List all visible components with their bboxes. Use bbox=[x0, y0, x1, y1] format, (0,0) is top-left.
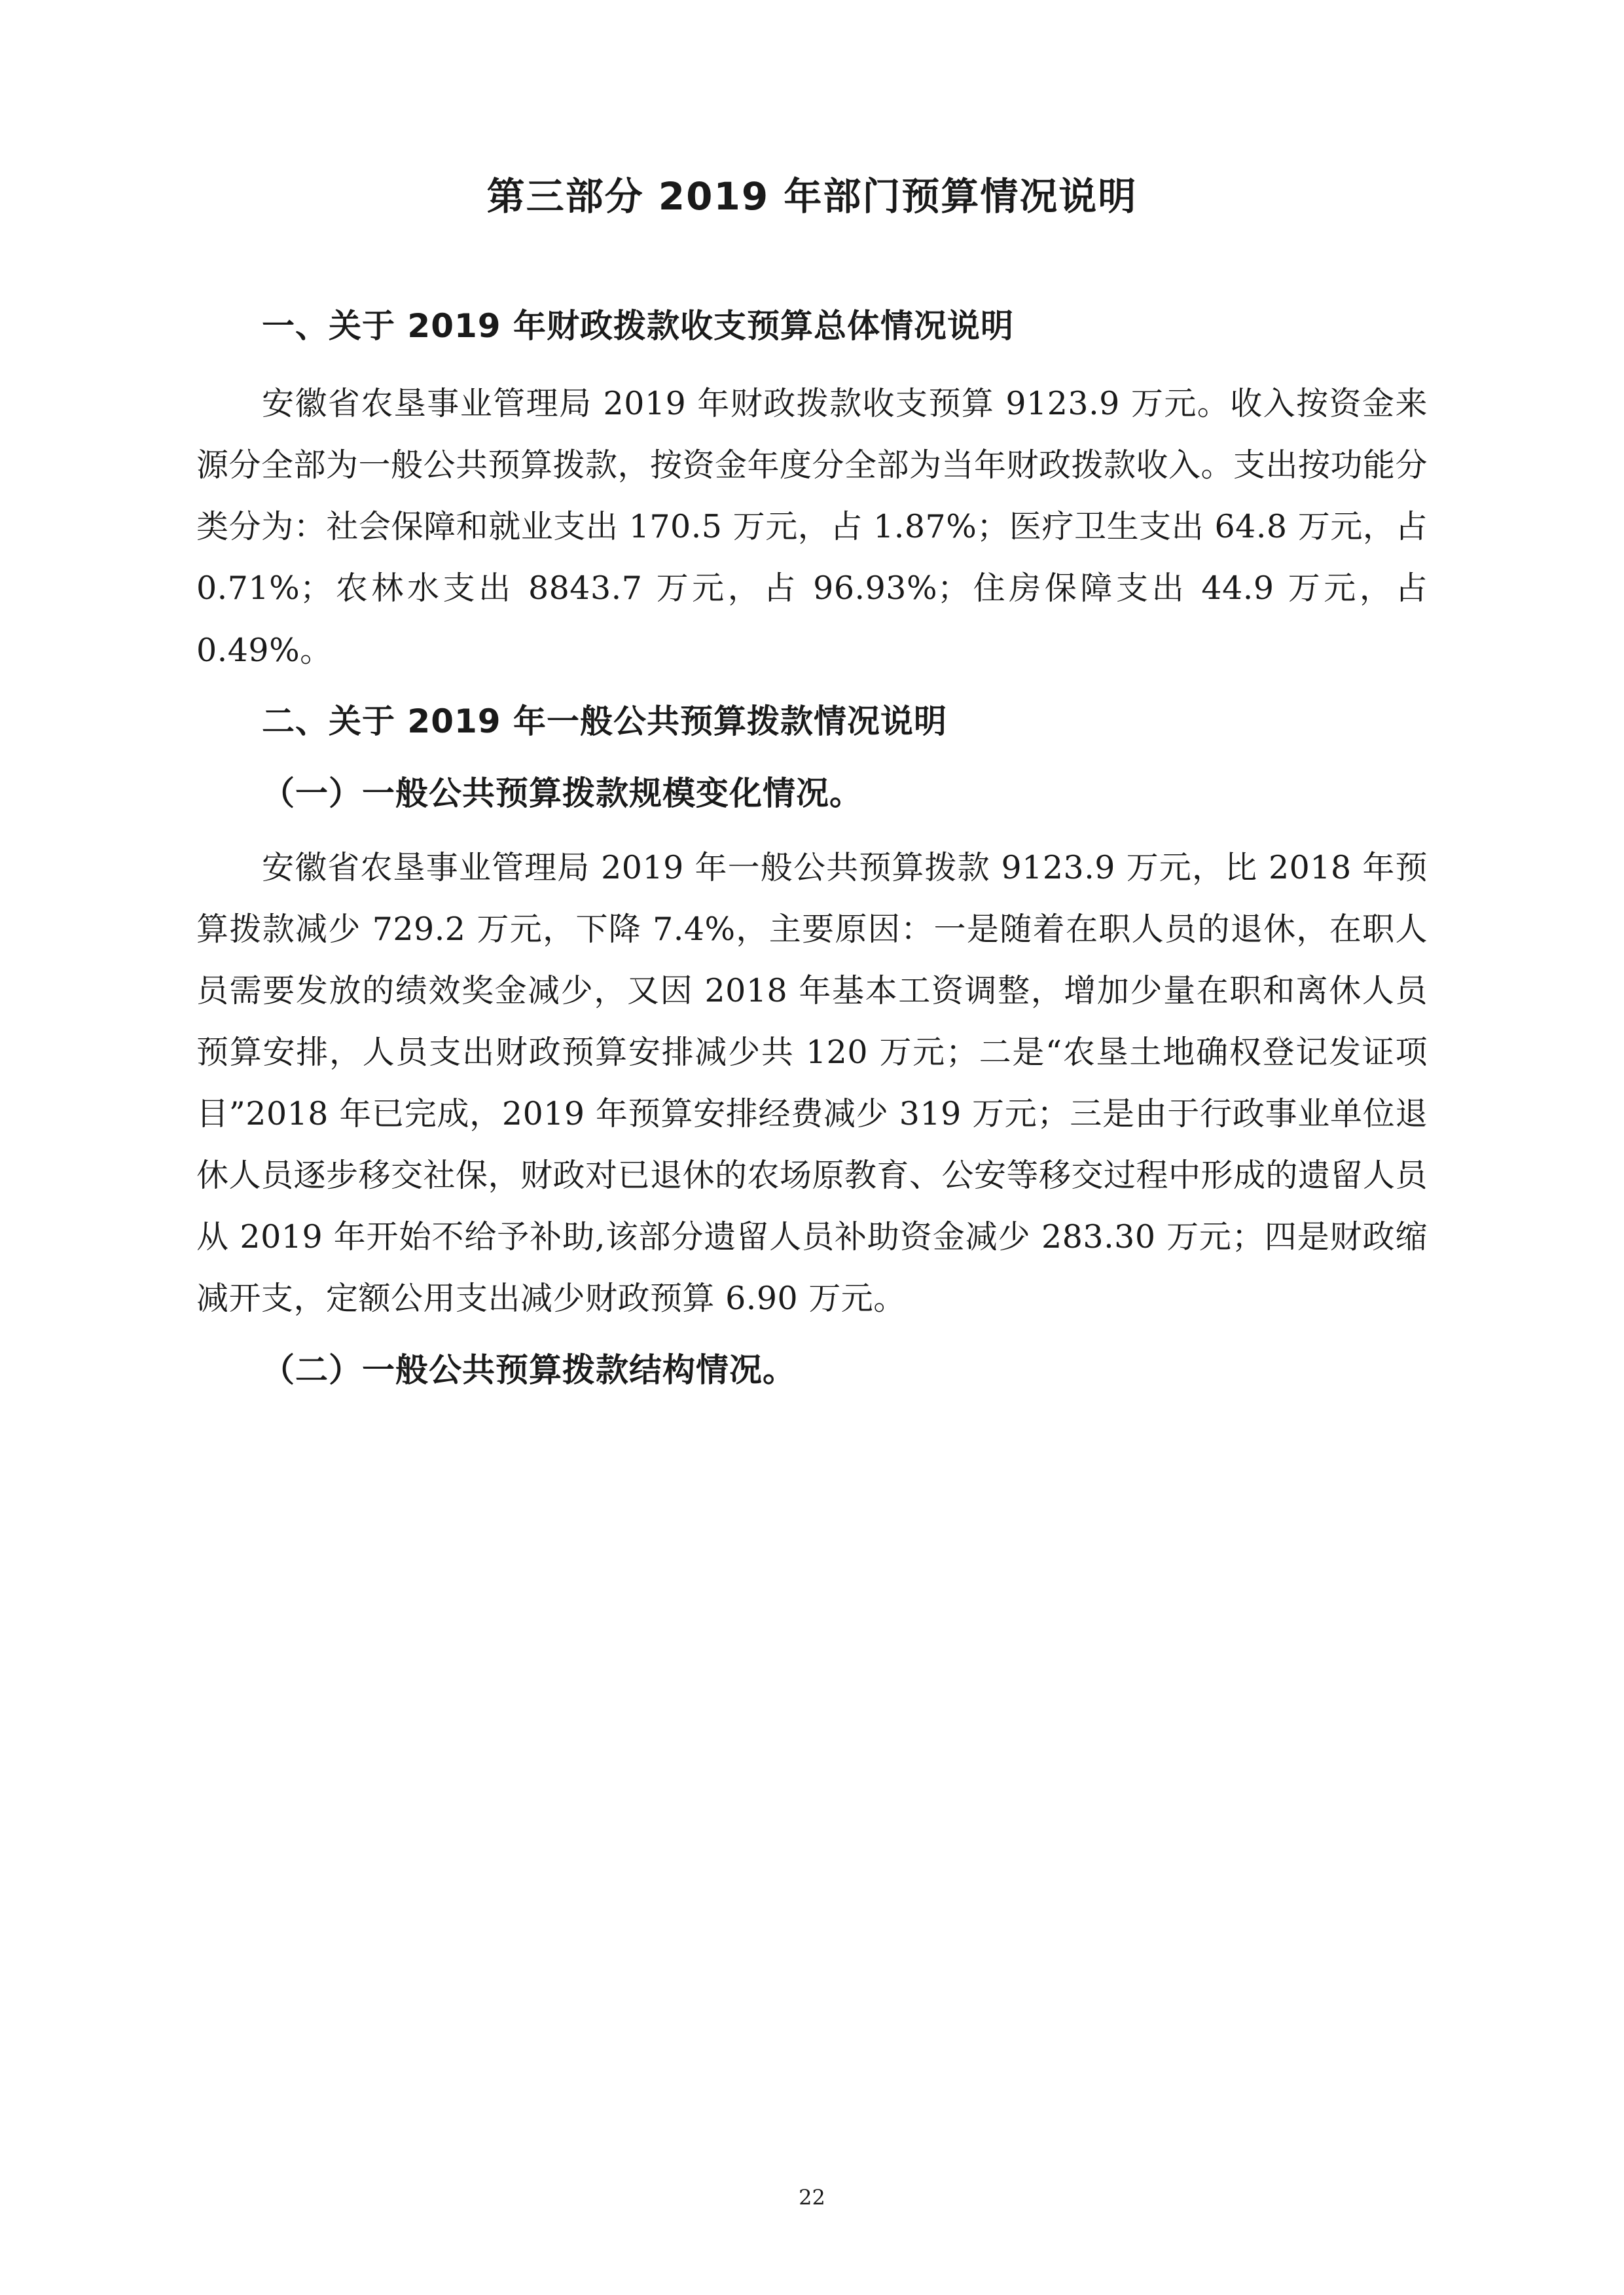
section-heading-1: 一、关于 2019 年财政拨款收支预算总体情况说明 bbox=[262, 307, 1014, 346]
subsection-heading-1: （一）一般公共预算拨款规模变化情况。 bbox=[262, 773, 863, 812]
page-number: 22 bbox=[799, 2185, 825, 2210]
section-heading-2: 二、关于 2019 年一般公共预算拨款情况说明 bbox=[262, 702, 947, 740]
section-2-paragraph-1: 安徽省农垦事业管理局 2019 年一般公共预算拨款 9123.9 万元，比 2018 年预算拨款减少 729.2 万元，下降 7.4%，主要原因：一是随着在职人员的退休，在职人员需要发放的绩效奖金减少，又因 2018 年基本工资调整，增加少量在职和离休人员预算安排，人员支出财政预算安排减少共 120 万元；二是“农垦土地确权登记发证项目”2018 年已完成，2019 年预算安排经费减少 319 万元；三是由于行政事业单位退休人员逐步移交社保，财政对已退休的农场原教育、公安等移交过程中形成的遗留人员从 2019 年开始不给予补助,该部分遗留人员补助资金减少 283.30 万元；四是财政缩减开支，定额公用支出减少财政预算 6.90 万元。 bbox=[196, 848, 1428, 1318]
subsection-heading-2: （二）一般公共预算拨款结构情况。 bbox=[262, 1350, 796, 1390]
section-1-paragraph-1: 安徽省农垦事业管理局 2019 年财政拨款收支预算 9123.9 万元。收入按资金来源分全部为一般公共预算拨款，按资金年度分全部为当年财政拨款收入。支出按功能分类分为：社会保障和就业支出 170.5 万元，占 1.87%；医疗卫生支出 64.8 万元，占 0.71%；农林水支出 8843.7 万元，占 96.93%；住房保障支出 44.9 万元，占 0.49%。 bbox=[196, 385, 1428, 669]
page-title: 第三部分 2019 年部门预算情况说明 bbox=[486, 174, 1138, 219]
